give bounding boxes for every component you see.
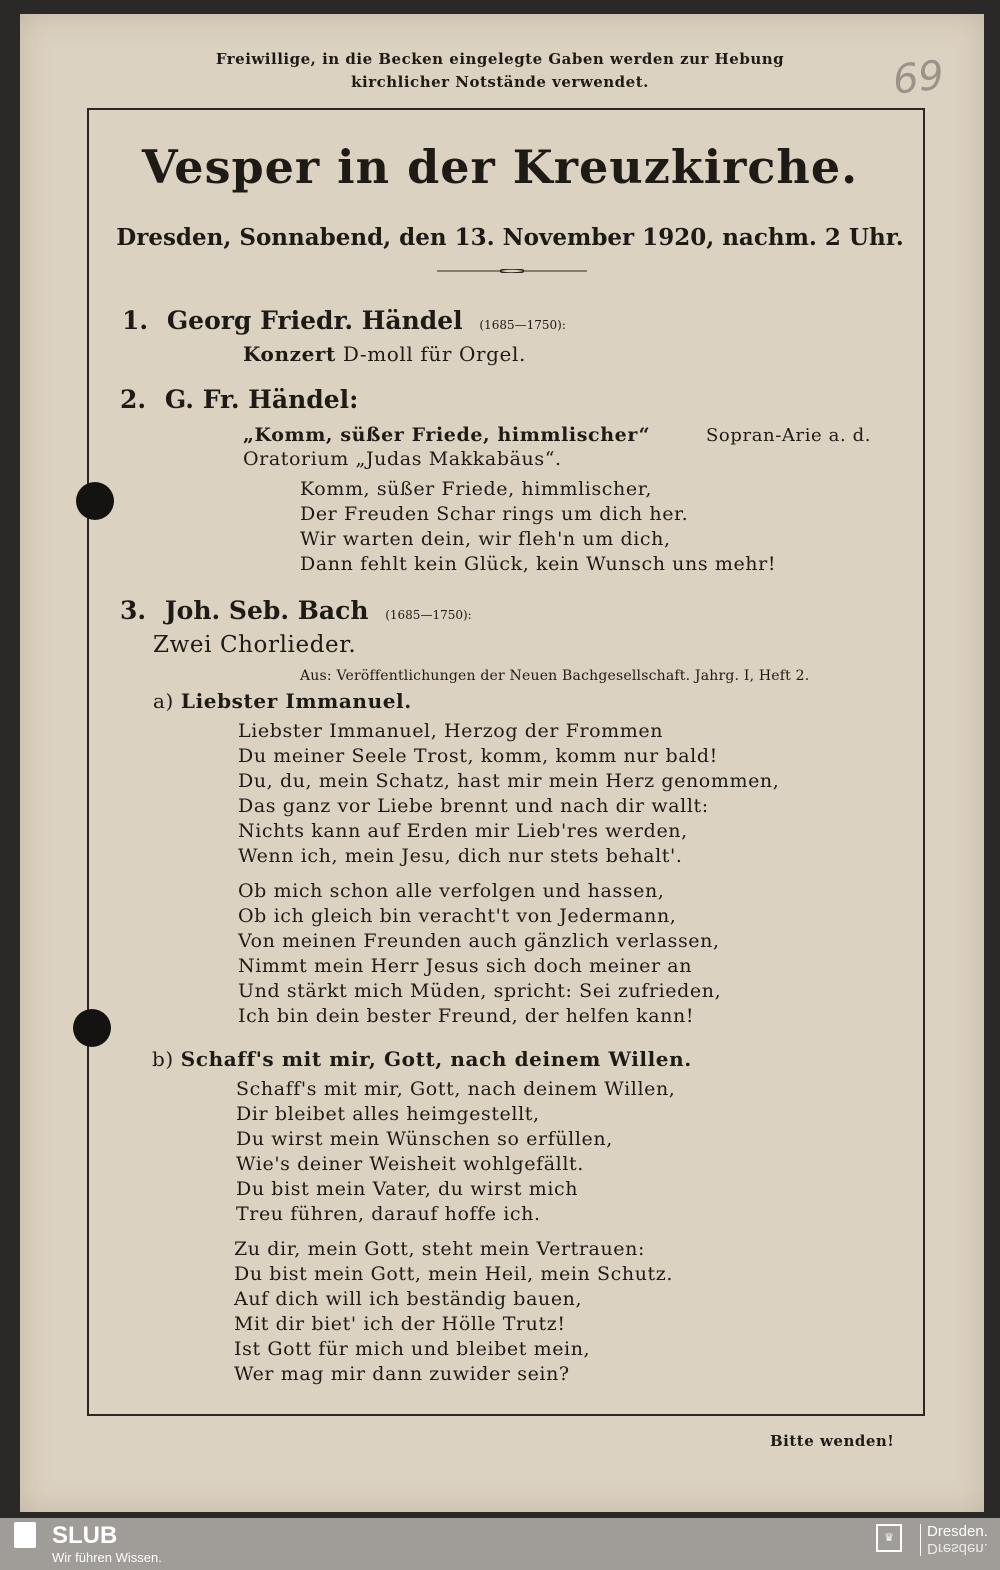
event-date-line: Dresden, Sonnabend, den 13. November 1920, nachm. 2 Uhr. [116, 224, 904, 251]
song-a-heading [153, 689, 412, 713]
verse-line: Der Freuden Schar rings um dich her. [300, 503, 689, 525]
slub-tagline: Wir führen Wissen. [52, 1550, 162, 1565]
donation-notice-line1: Freiwillige, in die Becken eingelegte Gaben werden zur Hebung [215, 50, 785, 68]
item-1-dates: (1685—1750): [479, 318, 566, 332]
item-2-work-title: „Komm, süßer Friede, himmlischer“ [243, 424, 651, 446]
dresden-logo-mirror: Dresden. [927, 1540, 988, 1557]
verse-line: Auf dich will ich beständig bauen, [234, 1288, 583, 1310]
slub-logo-icon[interactable] [14, 1522, 36, 1548]
item-1-composer: Georg Friedr. Händel [166, 306, 463, 335]
ornament-divider [437, 269, 587, 273]
verse-line: Du bist mein Vater, du wirst mich [236, 1178, 579, 1200]
verse-line: Wer mag mir dann zuwider sein? [234, 1363, 570, 1385]
slub-logo-text[interactable]: SLUB [52, 1522, 118, 1549]
verse-line: Komm, süßer Friede, himmlischer, [300, 478, 652, 500]
item-1-number: 1. [122, 306, 149, 335]
item-2-number: 2. [120, 385, 147, 414]
verse-line: Von meinen Freunden auch gänzlich verlassen, [238, 930, 720, 952]
item-3-heading [120, 596, 472, 625]
dresden-crest-icon[interactable]: ♛ [876, 1524, 902, 1552]
item-2-work-type: Sopran-Arie a. d. [706, 425, 872, 446]
song-a-title: Liebster Immanuel. [180, 689, 412, 713]
verse-line: Dir bleibet alles heimgestellt, [236, 1103, 540, 1125]
verse-line: Dann fehlt kein Glück, kein Wunsch uns mehr! [300, 553, 777, 575]
verse-line: Das ganz vor Liebe brennt und nach dir wallt: [238, 795, 709, 817]
item-3-source: Aus: Veröffentlichungen der Neuen Bachgesellschaft. Jahrg. I, Heft 2. [300, 668, 810, 684]
item-3-dates: (1685—1750): [385, 608, 472, 622]
verse-line: Schaff's mit mir, Gott, nach deinem Willen, [236, 1078, 676, 1100]
punch-hole-top [76, 482, 114, 520]
donation-notice [0, 48, 1000, 94]
item-1-heading [122, 306, 566, 335]
item-2-composer: G. Fr. Händel: [164, 385, 359, 414]
verse-line: Mit dir biet' ich der Hölle Trutz! [234, 1313, 566, 1335]
page-turn-note: Bitte wenden! [770, 1432, 895, 1450]
verse-line: Wenn ich, mein Jesu, dich nur stets behalt'. [238, 845, 683, 867]
song-b-heading [152, 1047, 692, 1071]
verse-line: Wie's deiner Weisheit wohlgefällt. [236, 1153, 584, 1175]
donation-notice-line2: kirchlicher Notstände verwendet. [351, 73, 649, 91]
song-b-label: b) [152, 1047, 174, 1071]
punch-hole-bottom [73, 1009, 111, 1047]
verse-line: Zu dir, mein Gott, steht mein Vertrauen: [234, 1238, 645, 1260]
verse-line: Du meiner Seele Trost, komm, komm nur bald! [238, 745, 718, 767]
item-1-work-detail: D-moll für Orgel. [342, 342, 526, 366]
verse-line: Du, du, mein Schatz, hast mir mein Herz genommen, [238, 770, 780, 792]
page-title: Vesper in der Kreuzkirche. [141, 140, 859, 194]
verse-line: Ob ich gleich bin veracht't von Jedermann, [238, 905, 677, 927]
verse-line: Und stärkt mich Müden, spricht: Sei zufrieden, [238, 980, 722, 1002]
dresden-logo-top: Dresden. [927, 1523, 988, 1540]
pencil-page-number: 69 [890, 52, 947, 104]
verse-line: Ob mich schon alle verfolgen und hassen, [238, 880, 665, 902]
item-1-work-type: Konzert [243, 342, 336, 366]
verse-line: Ich bin dein bester Freund, der helfen kann! [238, 1005, 695, 1027]
verse-line: Nimmt mein Herr Jesus sich doch meiner an [238, 955, 693, 977]
verse-line: Treu führen, darauf hoffe ich. [236, 1203, 541, 1225]
verse-line: Liebster Immanuel, Herzog der Frommen [238, 720, 664, 742]
verse-line: Ist Gott für mich und bleibet mein, [234, 1338, 591, 1360]
song-b-title: Schaff's mit mir, Gott, nach deinem Willen. [180, 1047, 692, 1071]
song-a-label: a) [153, 689, 174, 713]
verse-line: Du wirst mein Wünschen so erfüllen, [236, 1128, 613, 1150]
item-3-number: 3. [120, 596, 147, 625]
verse-line: Nichts kann auf Erden mir Lieb'res werden, [238, 820, 688, 842]
verse-line: Wir warten dein, wir fleh'n um dich, [300, 528, 671, 550]
item-2-heading [120, 385, 358, 414]
item-3-subtitle: Zwei Chorlieder. [153, 632, 357, 658]
verse-line: Du bist mein Gott, mein Heil, mein Schutz. [234, 1263, 674, 1285]
item-3-composer: Joh. Seb. Bach [164, 596, 369, 625]
item-2-oratorium: Oratorium „Judas Makkabäus“. [243, 448, 562, 470]
dresden-logo[interactable] [920, 1524, 988, 1556]
item-1-work [243, 342, 526, 366]
